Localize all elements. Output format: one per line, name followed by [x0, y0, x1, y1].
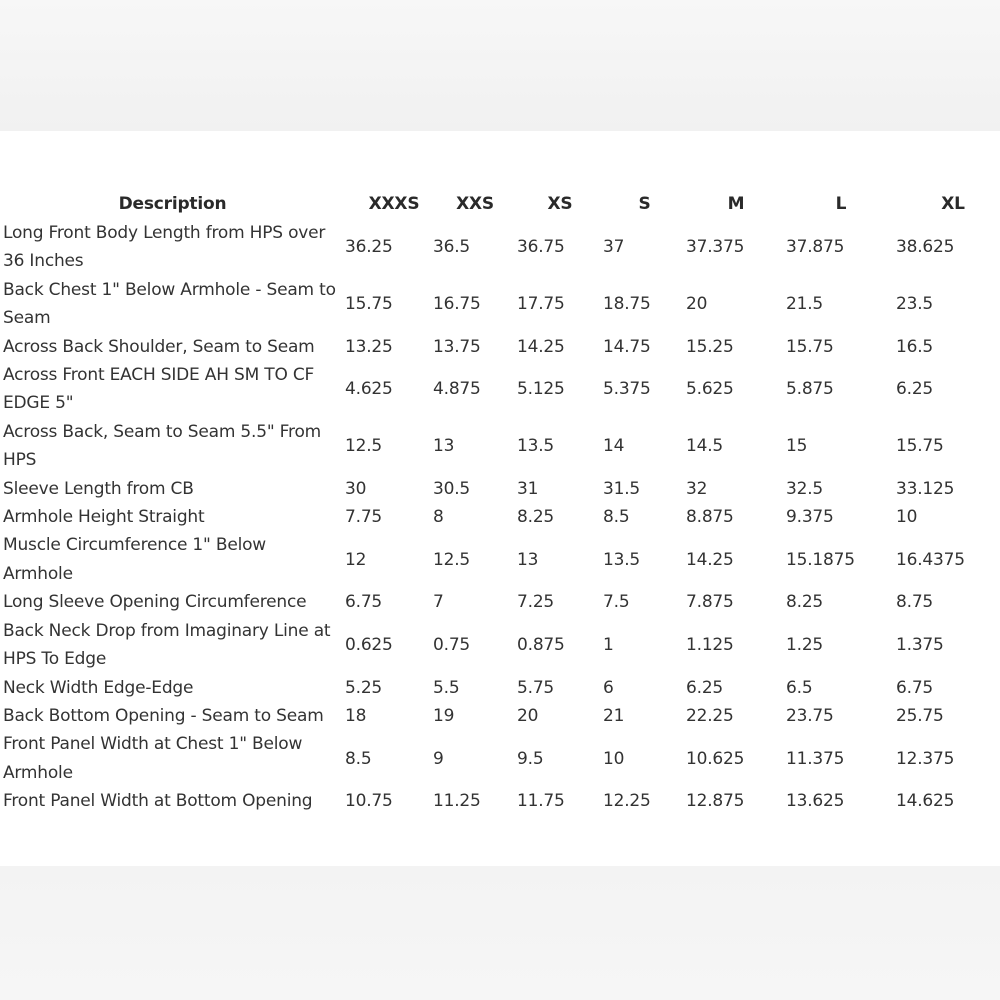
measurement-value: 13.625	[786, 791, 845, 812]
measurement-value: 12.375	[896, 748, 955, 769]
measurement-value: 5.75	[517, 677, 555, 698]
measurement-value: 15.75	[345, 294, 393, 315]
column-header-size: M	[727, 193, 745, 214]
measurement-value: 12.25	[603, 791, 651, 812]
measurement-value: 37.375	[686, 237, 745, 258]
measurement-value: 36.5	[433, 237, 471, 258]
measurement-value: 1.25	[786, 634, 824, 655]
measurement-value: 32.5	[786, 478, 824, 499]
measurement-value: 20	[517, 705, 539, 726]
measurement-value: 12.875	[686, 791, 745, 812]
measurement-value: 12.5	[345, 436, 383, 457]
measurement-value: 5.25	[345, 677, 383, 698]
table-row	[0, 787, 1000, 815]
measurement-value: 16.5	[896, 336, 934, 357]
measurement-value: 6.25	[896, 379, 934, 400]
measurement-value: 13.75	[433, 336, 481, 357]
measurement-value: 13.5	[517, 436, 555, 457]
measurement-description: Long Front Body Length from HPS over 36 Inches	[3, 223, 326, 272]
measurement-value: 6.25	[686, 677, 724, 698]
table-row	[0, 475, 1000, 503]
table-row	[0, 531, 1000, 588]
measurement-description: Sleeve Length from CB	[3, 478, 194, 499]
size-chart-table	[0, 189, 1000, 816]
measurement-value: 5.5	[433, 677, 460, 698]
measurement-description: Armhole Height Straight	[3, 507, 205, 528]
measurement-value: 18	[345, 705, 367, 726]
measurement-description: Long Sleeve Opening Circumference	[3, 592, 307, 613]
measurement-value: 10.625	[686, 748, 745, 769]
table-header-row	[0, 189, 1000, 219]
measurement-value: 10	[896, 507, 918, 528]
table-row	[0, 702, 1000, 730]
column-header-size: XS	[547, 193, 573, 214]
table-row	[0, 333, 1000, 361]
measurement-value: 30.5	[433, 478, 471, 499]
measurement-value: 7	[433, 592, 444, 613]
measurement-value: 4.625	[345, 379, 393, 400]
measurement-value: 21.5	[786, 294, 824, 315]
measurement-value: 1.125	[686, 634, 734, 655]
measurement-value: 8.5	[603, 507, 630, 528]
measurement-value: 23.75	[786, 705, 834, 726]
column-header-description: Description	[118, 193, 227, 214]
measurement-value: 32	[686, 478, 708, 499]
measurement-value: 38.625	[896, 237, 955, 258]
measurement-value: 8.25	[517, 507, 555, 528]
measurement-value: 12.5	[433, 549, 471, 570]
measurement-value: 13.25	[345, 336, 393, 357]
table-row	[0, 617, 1000, 674]
measurement-value: 5.125	[517, 379, 565, 400]
measurement-value: 13	[517, 549, 539, 570]
measurement-value: 8.875	[686, 507, 734, 528]
measurement-value: 8	[433, 507, 444, 528]
measurement-value: 14.25	[686, 549, 734, 570]
measurement-value: 9.375	[786, 507, 834, 528]
measurement-value: 8.75	[896, 592, 934, 613]
measurement-value: 4.875	[433, 379, 481, 400]
measurement-value: 10.75	[345, 791, 393, 812]
table-body	[0, 219, 1000, 816]
measurement-value: 1.375	[896, 634, 944, 655]
column-header-size: XXS	[456, 193, 494, 214]
measurement-value: 15.25	[686, 336, 734, 357]
measurement-value: 6.75	[345, 592, 383, 613]
column-header-size: L	[835, 193, 847, 214]
measurement-value: 14	[603, 436, 625, 457]
measurement-value: 14.5	[686, 436, 724, 457]
measurement-value: 36.25	[345, 237, 393, 258]
measurement-value: 37.875	[786, 237, 845, 258]
measurement-value: 9	[433, 748, 444, 769]
measurement-value: 20	[686, 294, 708, 315]
measurement-value: 15	[786, 436, 808, 457]
measurement-value: 18.75	[603, 294, 651, 315]
table-row	[0, 219, 1000, 276]
measurement-value: 14.625	[896, 791, 955, 812]
measurement-description: Back Bottom Opening - Seam to Seam	[3, 705, 324, 726]
table-row	[0, 674, 1000, 702]
measurement-value: 7.5	[603, 592, 630, 613]
measurement-value: 25.75	[896, 705, 944, 726]
measurement-value: 6.75	[896, 677, 934, 698]
measurement-description: Front Panel Width at Bottom Opening	[3, 791, 313, 812]
column-header-size: S	[638, 193, 651, 214]
measurement-value: 15.1875	[786, 549, 855, 570]
measurement-value: 14.25	[517, 336, 565, 357]
measurement-value: 22.25	[686, 705, 734, 726]
measurement-description: Back Chest 1" Below Armhole - Seam to Seam	[3, 279, 336, 329]
measurement-value: 17.75	[517, 294, 565, 315]
measurement-description: Front Panel Width at Chest 1" Below Armhole	[3, 734, 303, 783]
measurement-value: 21	[603, 705, 625, 726]
measurement-value: 9.5	[517, 748, 544, 769]
measurement-value: 7.25	[517, 592, 555, 613]
measurement-value: 6	[603, 677, 614, 698]
measurement-value: 14.75	[603, 336, 651, 357]
measurement-description: Back Neck Drop from Imaginary Line at HPS To Edge	[3, 620, 331, 670]
measurement-description: Across Back, Seam to Seam 5.5" From HPS	[3, 421, 322, 471]
measurement-description: Neck Width Edge-Edge	[3, 677, 194, 698]
measurement-value: 1	[603, 634, 614, 655]
measurement-value: 7.875	[686, 592, 734, 613]
measurement-value: 31	[517, 478, 539, 499]
measurement-description: Muscle Circumference 1" Below Armhole	[3, 535, 267, 584]
measurement-value: 15.75	[896, 436, 944, 457]
measurement-value: 36.75	[517, 237, 565, 258]
measurement-value: 6.5	[786, 677, 813, 698]
measurement-value: 11.375	[786, 748, 845, 769]
measurement-description: Across Front EACH SIDE AH SM TO CF EDGE 5"	[3, 365, 315, 414]
measurement-value: 5.875	[786, 379, 834, 400]
measurement-value: 5.625	[686, 379, 734, 400]
measurement-value: 11.25	[433, 791, 481, 812]
table-row	[0, 276, 1000, 333]
measurement-value: 0.875	[517, 634, 565, 655]
measurement-description: Across Back Shoulder, Seam to Seam	[3, 336, 315, 357]
table-row	[0, 361, 1000, 418]
measurement-value: 16.4375	[896, 549, 965, 570]
table-row	[0, 730, 1000, 787]
measurement-value: 11.75	[517, 791, 565, 812]
column-header-size: XXXS	[368, 193, 420, 214]
measurement-value: 30	[345, 478, 367, 499]
measurement-value: 8.25	[786, 592, 824, 613]
measurement-value: 7.75	[345, 507, 383, 528]
table-row	[0, 418, 1000, 475]
column-header-size: XL	[941, 193, 965, 214]
measurement-value: 19	[433, 705, 455, 726]
measurement-value: 13.5	[603, 549, 641, 570]
measurement-value: 0.625	[345, 634, 393, 655]
measurement-value: 31.5	[603, 478, 641, 499]
measurement-value: 15.75	[786, 336, 834, 357]
measurement-value: 33.125	[896, 478, 955, 499]
measurement-value: 13	[433, 436, 455, 457]
measurement-value: 5.375	[603, 379, 651, 400]
size-chart-panel	[0, 131, 1000, 866]
measurement-value: 37	[603, 237, 625, 258]
measurement-value: 12	[345, 549, 367, 570]
table-row	[0, 503, 1000, 531]
measurement-value: 16.75	[433, 294, 481, 315]
table-row	[0, 588, 1000, 616]
measurement-value: 10	[603, 748, 625, 769]
measurement-value: 23.5	[896, 294, 934, 315]
measurement-value: 0.75	[433, 634, 471, 655]
measurement-value: 8.5	[345, 748, 372, 769]
